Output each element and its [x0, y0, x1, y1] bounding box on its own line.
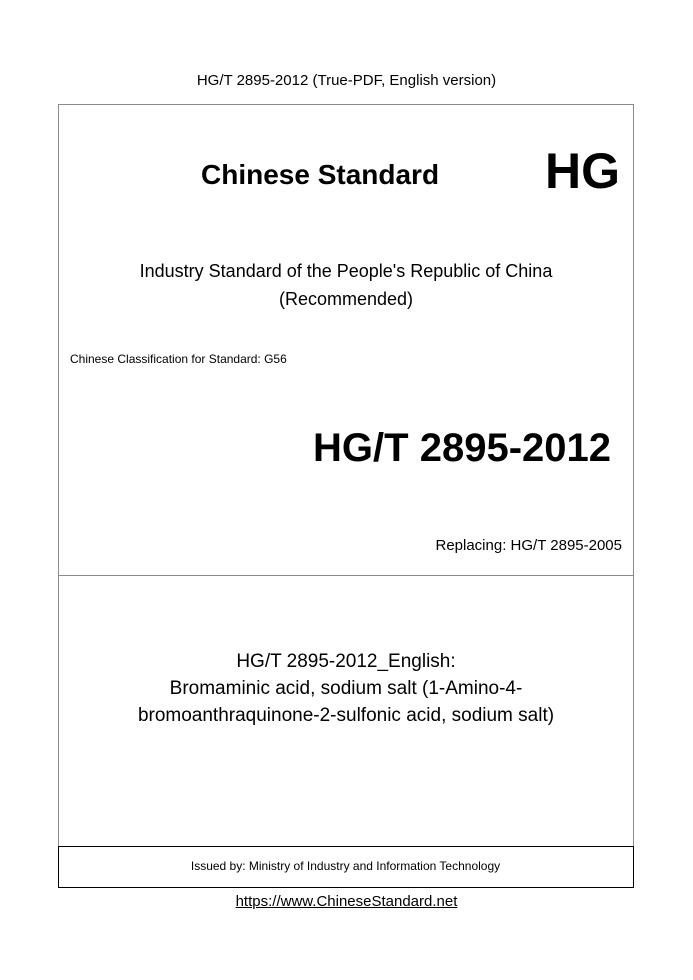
classification-label: Chinese Classification for Standard: G56 [70, 352, 287, 366]
english-title-line-2: Bromaminic acid, sodium salt (1-Amino-4- [169, 678, 523, 699]
website-link[interactable]: https://www.ChineseStandard.net [235, 893, 458, 910]
english-title-section [59, 576, 633, 846]
issuer-box [58, 846, 634, 888]
english-title [59, 648, 633, 729]
cover-top-section [59, 105, 633, 576]
hg-mark: HG [545, 143, 620, 199]
standard-number: HG/T 2895-2012 [313, 426, 611, 470]
issuer-text: Issued by: Ministry of Industry and Information Technology [190, 859, 501, 873]
document-header: HG/T 2895-2012 (True-PDF, English version) [196, 72, 497, 89]
industry-standard-caption [59, 257, 633, 313]
footer [0, 893, 693, 911]
english-title-line-3: bromoanthraquinone-2-sulfonic acid, sodium salt) [137, 705, 555, 726]
replacing-label: Replacing: HG/T 2895-2005 [435, 537, 622, 554]
industry-line-2: (Recommended) [278, 289, 414, 309]
title-row [59, 143, 633, 203]
industry-line-1: Industry Standard of the People's Republic of China [139, 261, 553, 281]
english-title-line-1: HG/T 2895-2012_English: [236, 651, 456, 672]
cover-frame [58, 104, 634, 886]
chinese-standard-heading: Chinese Standard [201, 159, 440, 190]
